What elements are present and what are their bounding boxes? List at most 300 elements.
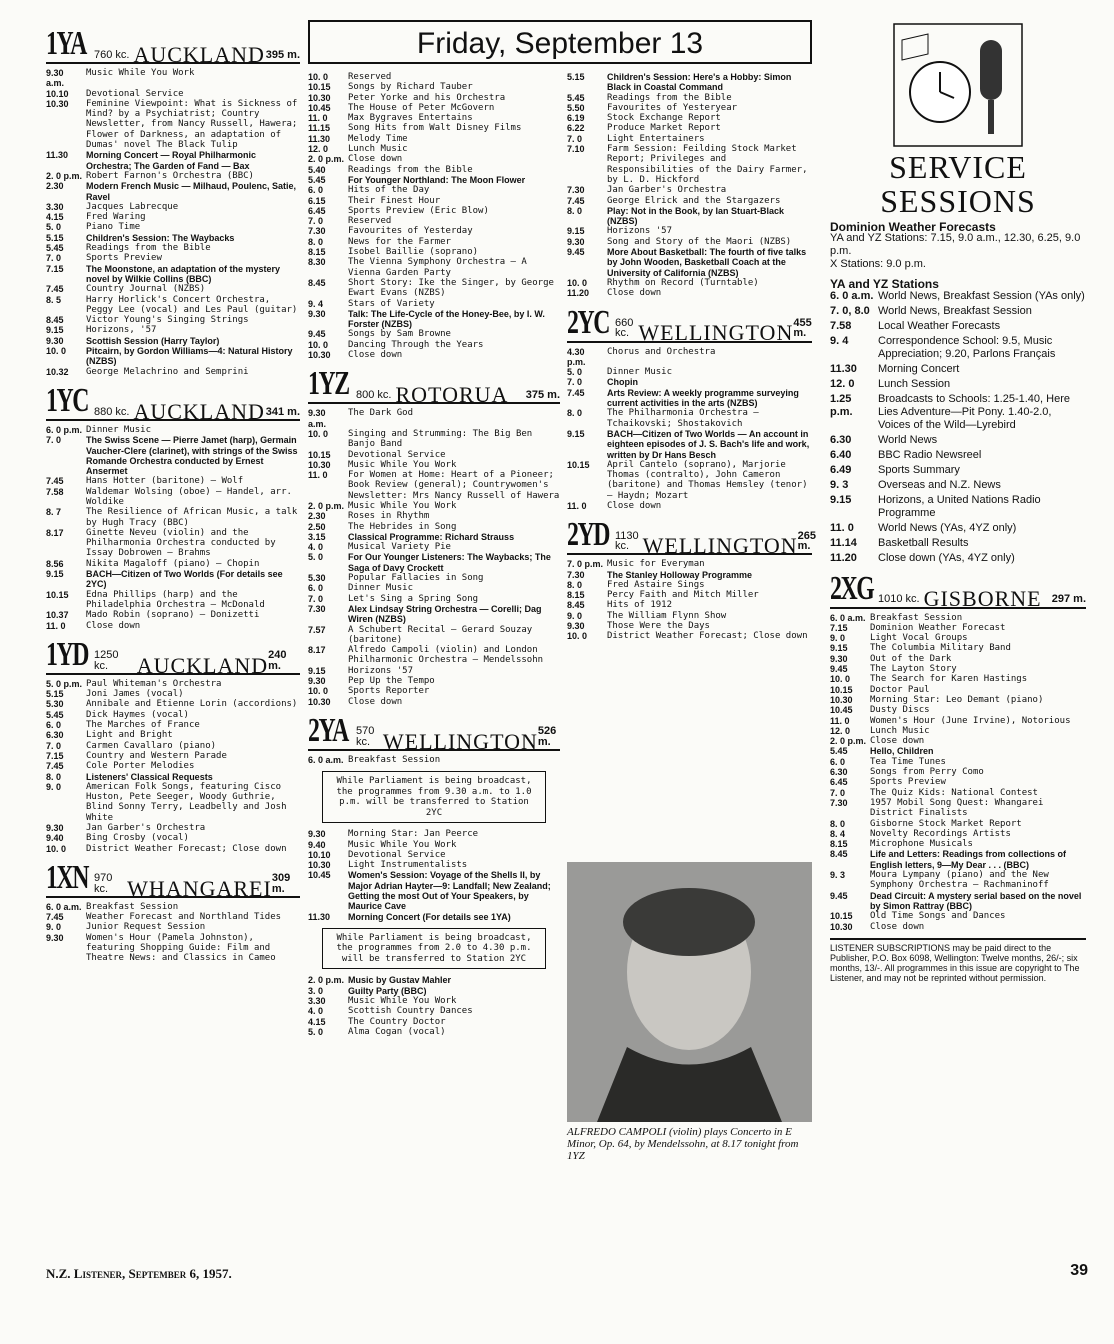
program-title: For Our Younger Listeners: The Waybacks; The Saga of Davy Crockett — [348, 552, 551, 573]
program-time: 9.15 — [46, 325, 64, 336]
program-time: 10. 0 — [46, 843, 67, 854]
program-entry — [46, 782, 300, 823]
program-title: Close down — [870, 736, 925, 747]
program-time: 8. 0 — [46, 771, 62, 782]
program-time: 5.15 — [46, 232, 64, 243]
program-title: Music While You Work — [86, 68, 195, 78]
program-entry — [308, 196, 560, 206]
station-header — [46, 25, 300, 67]
program-entry — [308, 697, 560, 707]
program-time: 12. 0 — [830, 725, 851, 736]
program-list — [567, 72, 812, 299]
service-entry — [830, 378, 1086, 391]
program-entry — [46, 590, 300, 611]
service-time: 6.49 — [830, 463, 852, 476]
program-entry — [830, 705, 1086, 715]
program-time: 9.30 a.m. — [308, 408, 327, 429]
program-entry — [46, 528, 300, 559]
program-time: 2.30 — [308, 511, 326, 522]
program-time: 9.30 — [567, 621, 585, 632]
program-time: 8.15 — [567, 590, 585, 601]
program-title: Dusty Discs — [870, 705, 930, 716]
program-entry — [567, 134, 812, 144]
program-time: 10. 0 — [567, 277, 588, 288]
program-title: George Elrick and the Stargazers — [607, 195, 781, 206]
station-freq: 880 kc. — [94, 405, 130, 418]
program-time: 8. 0 — [567, 205, 583, 216]
program-title: The Vienna Symphony Orchestra — A Vienna Garden Party — [348, 257, 527, 278]
program-time: 10.45 — [830, 705, 853, 716]
program-time: 6. 0 a.m. — [308, 754, 344, 765]
program-title: George Melachrino and Semprini — [86, 366, 249, 377]
program-title: Close down — [870, 921, 925, 932]
program-title: District Weather Forecast; Close down — [86, 843, 287, 854]
program-time: 10. 0 — [46, 346, 67, 357]
service-title: Close down (YAs, 4YZ only) — [878, 551, 1015, 564]
service-entry — [830, 464, 1086, 477]
program-time: 9.30 — [308, 308, 326, 319]
program-title: Pitcairn, by Gordon Williams—4: Natural History (NZBS) — [86, 346, 293, 367]
station-wave: 395 m. — [265, 48, 300, 61]
service-title-2: SESSIONS — [880, 183, 1036, 219]
program-time: 5. 0 p.m. — [46, 678, 83, 689]
program-title: Percy Faith and Mitch Miller — [607, 590, 759, 601]
program-entry — [567, 288, 812, 298]
service-entry — [830, 479, 1086, 492]
notice-box: While Parliament is being broadcast, the programmes from 2.0 to 4.30 p.m. will be transferred to Station 2YC — [322, 928, 546, 970]
program-title: Fred Astaire Sings — [607, 579, 705, 590]
notice-box: While Parliament is being broadcast, the programmes from 9.30 a.m. to 1.0 p.m. will be transferred to Station 2YC — [322, 771, 546, 823]
station-header — [567, 303, 812, 346]
program-time: 9. 3 — [830, 870, 846, 881]
program-time: 7.45 — [567, 387, 585, 398]
program-title: Light Vocal Groups — [870, 633, 968, 644]
station-wave: 265 m. — [797, 529, 817, 552]
program-entry — [308, 986, 560, 996]
program-entry — [46, 346, 300, 367]
service-entry — [830, 434, 1086, 447]
program-time: 7.45 — [567, 195, 585, 206]
program-time: 10. 0 — [308, 72, 329, 82]
program-entry — [308, 470, 560, 501]
program-time: 7.57 — [308, 624, 326, 635]
service-title: Lunch Session — [878, 377, 951, 390]
program-time: 11. 0 — [308, 113, 328, 124]
program-time: 12. 0 — [308, 144, 329, 155]
station-freq: 1250 kc. — [94, 649, 119, 672]
station-call: 2XG — [830, 569, 874, 607]
program-time: 9.15 — [830, 643, 848, 654]
program-entry — [46, 507, 300, 528]
program-entry — [308, 237, 560, 247]
program-entry — [308, 1006, 560, 1016]
program-title: Readings from the Bible — [348, 164, 473, 175]
program-time: 9.15 — [308, 665, 326, 676]
service-entry — [830, 290, 1086, 303]
program-title: Sports Reporter — [348, 686, 430, 697]
station-header — [46, 635, 300, 678]
program-entry — [830, 767, 1086, 777]
station-header — [308, 365, 560, 408]
program-time: 9. 0 — [830, 633, 846, 644]
program-time: 9.45 — [830, 664, 848, 675]
program-title: Gisborne Stock Market Report — [870, 818, 1022, 829]
station-call: 1YC — [46, 381, 89, 419]
station-freq: 760 kc. — [94, 48, 130, 61]
program-title: Close down — [86, 620, 141, 631]
program-entry — [46, 171, 300, 181]
program-title: Jacques Labrecque — [86, 201, 179, 212]
column-2 — [308, 72, 560, 1037]
program-title: Isobel Baillie (soprano) — [348, 247, 479, 258]
program-entry — [308, 755, 560, 765]
program-entry — [567, 460, 812, 501]
service-title: World News — [878, 433, 938, 446]
program-entry — [830, 911, 1086, 921]
program-time: 5. 0 — [46, 222, 62, 233]
program-entry — [46, 922, 300, 932]
program-title: Music While You Work — [348, 839, 457, 850]
program-entry — [830, 685, 1086, 695]
program-entry — [308, 165, 560, 175]
program-title: Short Story: Ike the Singer, by George Ewart Evans (NZBS) — [348, 277, 554, 299]
program-time: 5.45 — [46, 709, 64, 720]
service-time: 7. 0, 8.0 — [830, 304, 870, 317]
station-freq: 800 kc. — [356, 389, 392, 402]
program-time: 10.30 — [308, 860, 331, 871]
program-time: 8. 4 — [830, 828, 846, 839]
weather-heading: Dominion Weather Forecasts — [830, 220, 996, 234]
service-time: 1.25 p.m. — [830, 392, 853, 418]
program-time: 8. 0 — [567, 579, 583, 590]
program-time: 7.58 — [46, 486, 64, 497]
program-list — [308, 975, 560, 1037]
program-title: Music by Gustav Mahler — [348, 975, 452, 986]
program-title: Weather Forecast and Northland Tides — [86, 912, 282, 923]
program-time: 6.15 — [308, 195, 326, 206]
program-entry — [308, 625, 560, 646]
program-time: 7. 0 — [567, 133, 583, 144]
program-title: Cole Porter Melodies — [86, 761, 195, 772]
service-title: Correspondence School: 9.5, Music Appreciation; 9.20, Parlons Français — [878, 334, 1056, 360]
station-freq: 660 kc. — [615, 316, 634, 340]
program-time: 10.30 — [46, 98, 69, 109]
service-title-1: SERVICE — [889, 149, 1027, 185]
service-time: 9. 3 — [830, 478, 849, 491]
program-entry — [308, 247, 560, 257]
program-title: Doctor Paul — [870, 684, 930, 695]
program-time: 11.30 — [46, 150, 69, 161]
service-title: Sports Summary — [878, 463, 960, 476]
program-entry — [567, 278, 812, 288]
service-time: 11.14 — [830, 536, 857, 549]
program-title: Those Were the Days — [607, 621, 710, 632]
program-title: The House of Peter McGovern — [348, 102, 495, 113]
program-entry — [567, 144, 812, 185]
program-title: Let's Sing a Spring Song — [348, 593, 479, 604]
program-time: 2.30 — [46, 181, 64, 192]
program-time: 4. 0 — [308, 542, 324, 553]
program-entry — [308, 583, 560, 593]
program-title: The Country Doctor — [348, 1016, 446, 1027]
program-title: Devotional Service — [348, 449, 446, 460]
program-entry — [308, 676, 560, 686]
program-time: 4. 0 — [308, 1006, 324, 1017]
program-entry — [308, 829, 560, 839]
program-title: Listeners' Classical Requests — [86, 771, 213, 782]
program-title: Dick Haymes (vocal) — [86, 709, 189, 720]
program-entry — [46, 181, 300, 202]
column-4 — [830, 20, 1086, 983]
program-time: 9.40 — [46, 833, 64, 844]
program-title: BACH—Citizen of Two Worlds (For details see 2YC) — [86, 569, 283, 590]
program-time: 9.15 — [46, 569, 64, 580]
station-city: AUCKLAND — [136, 652, 269, 678]
program-entry — [46, 315, 300, 325]
program-time: 5.30 — [308, 573, 326, 584]
program-title: Their Finest Hour — [348, 195, 441, 206]
program-title: More About Basketball: The fourth of five talks by John Wooden, Basketball Coach at the University of California (NZBS) — [607, 247, 807, 278]
program-time: 10.10 — [308, 849, 331, 860]
program-entry — [46, 679, 300, 689]
program-title: Stock Exchange Report — [607, 113, 721, 124]
program-entry — [308, 144, 560, 154]
program-entry — [46, 295, 300, 316]
program-title: Victor Young's Singing Strings — [86, 315, 249, 326]
program-title: Junior Request Session — [86, 922, 206, 933]
program-entry — [46, 89, 300, 99]
station-header — [46, 381, 300, 424]
program-title: Hello, Children — [870, 746, 934, 757]
program-entry — [308, 573, 560, 583]
microphone-clock-icon — [888, 20, 1028, 150]
program-time: 5.15 — [567, 72, 585, 82]
day-title: Friday, September 13 — [308, 20, 812, 64]
program-time: 11.30 — [308, 133, 331, 144]
program-time: 10.15 — [567, 459, 590, 470]
program-time: 6. 0 a.m. — [46, 901, 82, 912]
program-entry — [46, 212, 300, 222]
program-time: 9.30 — [567, 236, 585, 247]
program-title: Chorus and Orchestra — [607, 346, 716, 357]
program-time: 6.45 — [830, 777, 848, 788]
program-time: 4.15 — [46, 212, 64, 223]
program-entry — [567, 377, 812, 387]
program-entry — [46, 610, 300, 620]
service-entry — [830, 552, 1086, 565]
program-time: 10.30 — [830, 921, 853, 932]
program-time: 11. 0 — [567, 500, 587, 511]
program-entry — [308, 1027, 560, 1037]
program-time: 7. 0 — [308, 216, 324, 227]
station-wave: 240 m. — [268, 649, 287, 672]
program-title: Mado Robin (soprano) — Donizetti — [86, 610, 260, 621]
program-title: Joni James (vocal) — [86, 689, 184, 700]
program-list — [567, 347, 812, 512]
program-title: Old Time Songs and Dances — [870, 911, 1006, 922]
program-list — [308, 72, 560, 360]
program-title: Light Entertainers — [607, 133, 705, 144]
program-title: For Women at Home: Heart of a Pioneer; Book Review (general); Countrywomen's Newsletter: Mrs Nancy Russell of Hawera — [348, 470, 560, 501]
program-list — [567, 559, 812, 641]
program-entry — [308, 226, 560, 236]
program-list — [46, 679, 300, 854]
program-time: 9.30 — [46, 823, 64, 833]
program-time: 10.15 — [46, 589, 69, 600]
program-title: Music While You Work — [348, 500, 457, 511]
program-entry — [46, 751, 300, 761]
program-entry — [308, 860, 560, 870]
program-time: 4.15 — [308, 1016, 326, 1027]
program-time: 9.30 — [830, 653, 848, 664]
program-entry — [830, 829, 1086, 839]
program-entry — [567, 501, 812, 511]
station-call: 2YC — [567, 303, 610, 341]
program-entry — [308, 912, 560, 922]
program-entry — [830, 788, 1086, 798]
program-time: 9.30 — [308, 676, 326, 687]
program-entry — [567, 611, 812, 621]
program-title: Farm Session: Feilding Stock Market Report; Privileges and Responsibilities of the Dairy Farmer, by L. D. Hickford — [607, 144, 808, 185]
program-title: Close down — [348, 696, 403, 707]
program-time: 10.10 — [46, 88, 69, 99]
program-entry — [830, 777, 1086, 787]
program-title: 1957 Mobil Song Quest: Whangarei District Finalists — [870, 797, 1044, 819]
program-time: 7. 0 — [46, 435, 62, 446]
program-time: 3. 0 — [308, 985, 324, 996]
program-time: 6. 0 p.m. — [46, 424, 83, 435]
service-entry — [830, 537, 1086, 550]
program-time: 9.45 — [567, 247, 585, 258]
program-title: Waldemar Wolsing (oboe) — Handel, arr. Woldike — [86, 486, 292, 507]
program-entry — [567, 123, 812, 133]
program-entry — [308, 996, 560, 1006]
program-time: 8.45 — [567, 600, 585, 611]
program-time: 7.30 — [830, 797, 848, 808]
program-entry — [46, 222, 300, 232]
program-entry — [830, 870, 1086, 891]
program-entry — [46, 621, 300, 631]
program-time: 7. 0 — [46, 740, 62, 751]
program-time: 5.50 — [567, 102, 585, 113]
service-entry — [830, 449, 1086, 462]
portrait-image — [567, 862, 812, 1122]
service-entry — [830, 393, 1086, 432]
program-time: 7.45 — [46, 761, 64, 772]
program-entry — [46, 833, 300, 843]
program-title: Breakfast Session — [870, 612, 963, 623]
program-entry — [46, 476, 300, 486]
program-time: 10.45 — [308, 870, 331, 881]
program-time: 7. 0 — [308, 593, 324, 604]
program-title: Devotional Service — [86, 88, 184, 99]
service-entry — [830, 494, 1086, 520]
program-list — [46, 425, 300, 631]
program-entry — [567, 631, 812, 641]
program-title: Dominion Weather Forecast — [870, 622, 1006, 633]
page-number: 39 — [1070, 1262, 1088, 1279]
program-time: 7. 0 — [46, 253, 62, 264]
program-title: Dinner Music — [86, 424, 152, 435]
program-time: 2. 0 p.m. — [46, 170, 83, 181]
service-time: 6.30 — [830, 433, 852, 446]
program-entry — [308, 542, 560, 552]
portrait-photo-block — [567, 862, 812, 1182]
program-time: 6.19 — [567, 113, 585, 124]
program-time: 10. 0 — [830, 674, 851, 685]
program-entry — [308, 511, 560, 521]
program-title: District Weather Forecast; Close down — [607, 631, 808, 642]
portrait-photo — [567, 862, 812, 1122]
program-entry — [46, 435, 300, 476]
program-entry — [830, 716, 1086, 726]
program-entry — [567, 113, 812, 123]
program-entry — [46, 902, 300, 912]
program-entry — [308, 450, 560, 460]
program-entry — [308, 594, 560, 604]
program-entry — [308, 666, 560, 676]
program-time: 9. 4 — [308, 298, 324, 309]
program-title: Favourites of Yesteryear — [607, 102, 738, 113]
station-wave: 455 m. — [793, 316, 812, 340]
program-time: 9.30 a.m. — [46, 68, 65, 89]
program-entry — [308, 850, 560, 860]
program-title: BACH—Citizen of Two Worlds — An account in eighteen episodes of J. S. Bach's life and work, written by Dr Hans Besch — [607, 428, 810, 460]
program-title: The Philharmonia Orchestra — Tchaikovski; Shostakovich — [607, 408, 759, 429]
program-time: 6.45 — [308, 205, 326, 216]
program-title: The Layton Story — [870, 664, 957, 675]
program-entry — [46, 99, 300, 150]
program-entry — [46, 844, 300, 854]
program-title: Alfredo Campoli (violin) and London Philharmonic Orchestra — Mendelssohn — [348, 645, 544, 666]
program-title: Roses in Rhythm — [348, 511, 430, 522]
program-title: American Folk Songs, featuring Cisco Huston, Pete Seeger, Woody Guthrie, Blind Sonny Terry, Leadbelly and Josh White — [86, 781, 287, 823]
program-entry — [567, 388, 812, 409]
program-entry — [308, 840, 560, 850]
service-list — [830, 290, 1086, 565]
program-time: 6. 0 a.m. — [830, 612, 866, 623]
program-title: Music While You Work — [348, 995, 457, 1006]
program-entry — [830, 798, 1086, 819]
program-time: 7. 0 — [830, 787, 846, 798]
program-time: 5.40 — [308, 164, 326, 175]
program-title: Bing Crosby (vocal) — [86, 833, 189, 844]
program-time: 8.15 — [830, 839, 848, 850]
program-title: Songs from Perry Como — [870, 767, 984, 778]
program-entry — [830, 819, 1086, 829]
program-entry — [308, 408, 560, 429]
program-title: Light and Bright — [86, 730, 173, 741]
program-entry — [46, 336, 300, 346]
program-entry — [567, 570, 812, 580]
program-title: Out of the Dark — [870, 653, 952, 664]
program-time: 11.15 — [308, 123, 331, 134]
program-entry — [308, 175, 560, 185]
program-title: Song and Story of the Maori (NZBS) — [607, 236, 792, 247]
service-entry — [830, 335, 1086, 361]
program-entry — [567, 226, 812, 236]
program-entry — [308, 686, 560, 696]
program-entry — [46, 150, 300, 171]
program-time: 10.15 — [830, 911, 853, 922]
program-title: Peter Yorke and his Orchestra — [348, 92, 506, 103]
program-time: 4.30 p.m. — [567, 346, 586, 367]
program-entry — [567, 247, 812, 278]
program-entry — [830, 633, 1086, 643]
program-time: 5. 0 — [308, 552, 324, 563]
station-city: WHANGAREI — [127, 875, 272, 901]
program-title: Paul Whiteman's Orchestra — [86, 678, 222, 689]
